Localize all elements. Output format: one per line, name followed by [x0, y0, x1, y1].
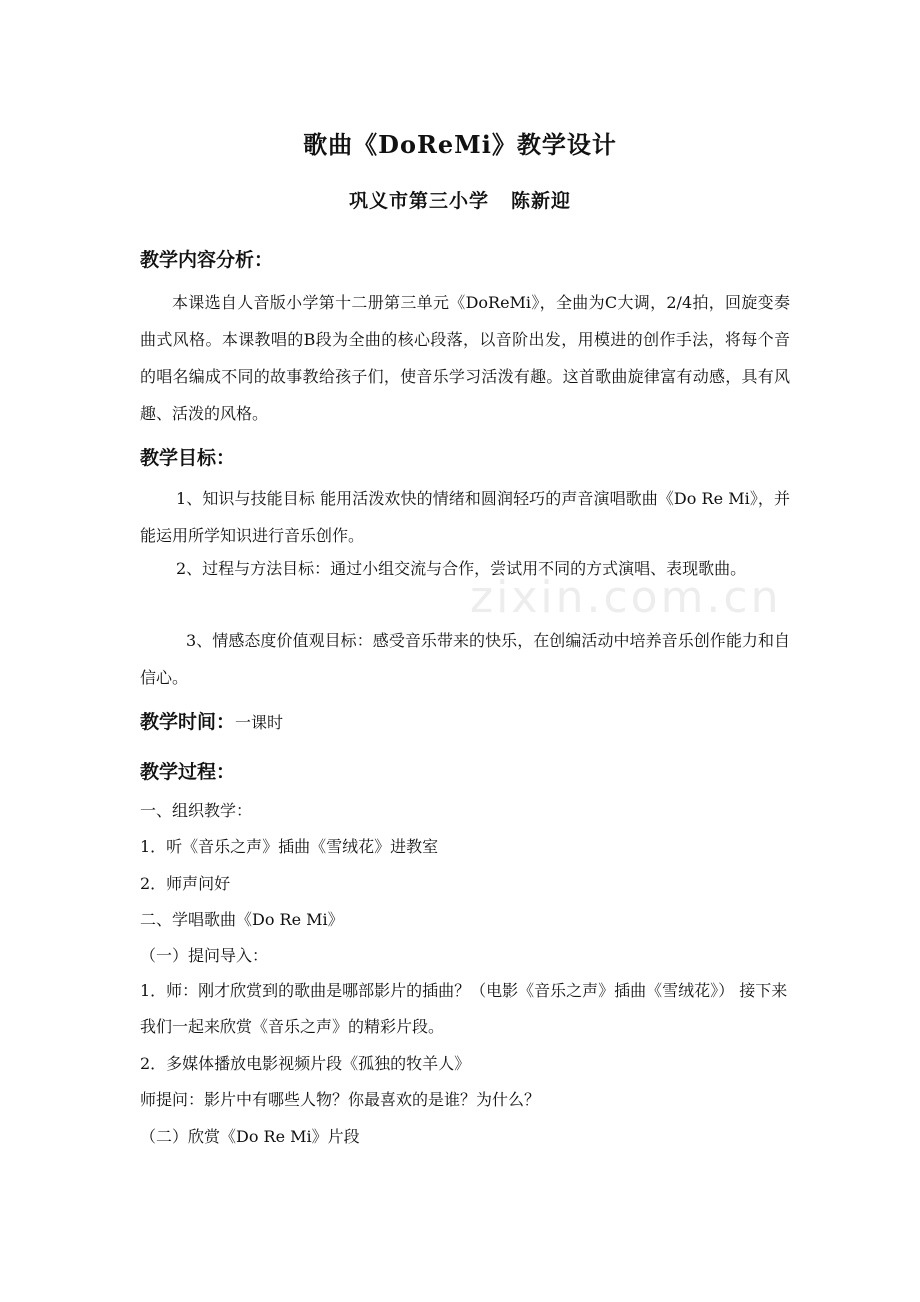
author-name: 陈新迎 [511, 190, 572, 212]
process-line: 1．师：刚才欣赏到的歌曲是哪部影片的插曲？（电影《音乐之声》插曲《雪绒花》） 接下来我们一起来欣赏《音乐之声》的精彩片段。 [140, 981, 788, 1036]
heading-process: 教学过程： [140, 761, 236, 783]
time-value: 一课时 [235, 713, 284, 732]
goal-item: 2、过程与方法目标：通过小组交流与合作，尝试用不同的方式演唱、表现歌曲。 [176, 559, 747, 578]
goal-item: 1、知识与技能目标 能用活泼欢快的情绪和圆润轻巧的声音演唱歌曲《Do Re Mi》，并能运用所学知识进行音乐创作。 [140, 489, 790, 545]
process-line: 一、组织教学： [140, 801, 253, 820]
process-line: 师提问：影片中有哪些人物？你最喜欢的是谁？为什么？ [140, 1090, 541, 1109]
process-line: （二）欣赏《Do Re Mi》片段 [140, 1127, 360, 1146]
document-title: 歌曲《DoReMi》教学设计 [303, 130, 617, 159]
process-line: 二、学唱歌曲《Do Re Mi》 [140, 910, 344, 929]
process-line: （一）提问导入： [140, 946, 269, 965]
goal-item: 3、情感态度价值观目标：感受音乐带来的快乐，在创编活动中培养音乐创作能力和自信心。 [140, 631, 790, 687]
content-analysis-paragraph: 本课选自人音版小学第十二册第三单元《DoReMi》，全曲为C大调，2/4拍，回旋变奏曲式风格。本课教唱的B段为全曲的核心段落，以音阶出发，用模进的创作手法，将每个音的唱名编成不同的故事教给孩子们，使音乐学习活泼有趣。这首歌曲旋律富有动感，具有风趣、活泼的风格。 [140, 293, 790, 423]
time-label: 教学时间： [140, 711, 236, 733]
author-line [0, 186, 920, 213]
author-school: 巩义市第三小学 [348, 190, 489, 212]
process-line: 2．师声问好 [140, 874, 231, 893]
heading-content-analysis: 教学内容分析： [140, 249, 274, 271]
heading-goals: 教学目标： [140, 447, 236, 469]
watermark: zixin.com.cn [470, 572, 782, 623]
process-line: 2．多媒体播放电影视频片段《孤独的牧羊人》 [140, 1054, 471, 1073]
process-line: 1．听《音乐之声》插曲《雪绒花》进教室 [140, 837, 439, 856]
heading-time [140, 707, 283, 734]
